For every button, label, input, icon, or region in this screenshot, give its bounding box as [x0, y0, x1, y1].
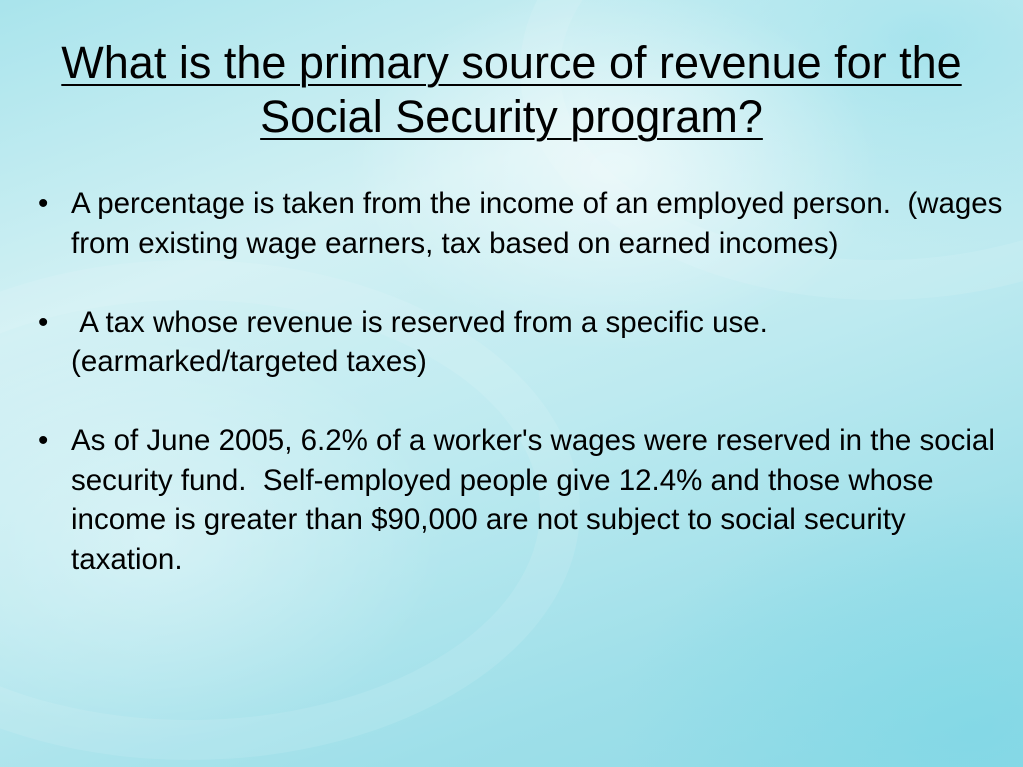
bullet-list [30, 184, 1011, 619]
bullet-text: A tax whose revenue is reserved from a specific use. (earmarked/targeted taxes) [71, 305, 785, 378]
bullet-text: A percentage is taken from the income of an employed person. (wages from existing wage earners, tax based on earned incomes) [71, 187, 1011, 260]
bullet-text: As of June 2005, 6.2% of a worker's wages were reserved in the social security fund. Self-employed people give 12.4% and those whose income is greater than $90,000 are not subject to social security taxation. [71, 424, 1004, 576]
slide-title: What is the primary source of revenue for the Social Security program? [61, 37, 962, 142]
bullet-icon: • [38, 305, 49, 339]
bullet-item [30, 303, 1005, 382]
bullet-icon: • [38, 187, 49, 220]
bullet-icon: • [38, 424, 49, 457]
bullet-item [30, 421, 1005, 579]
bullet-item [30, 184, 1011, 263]
